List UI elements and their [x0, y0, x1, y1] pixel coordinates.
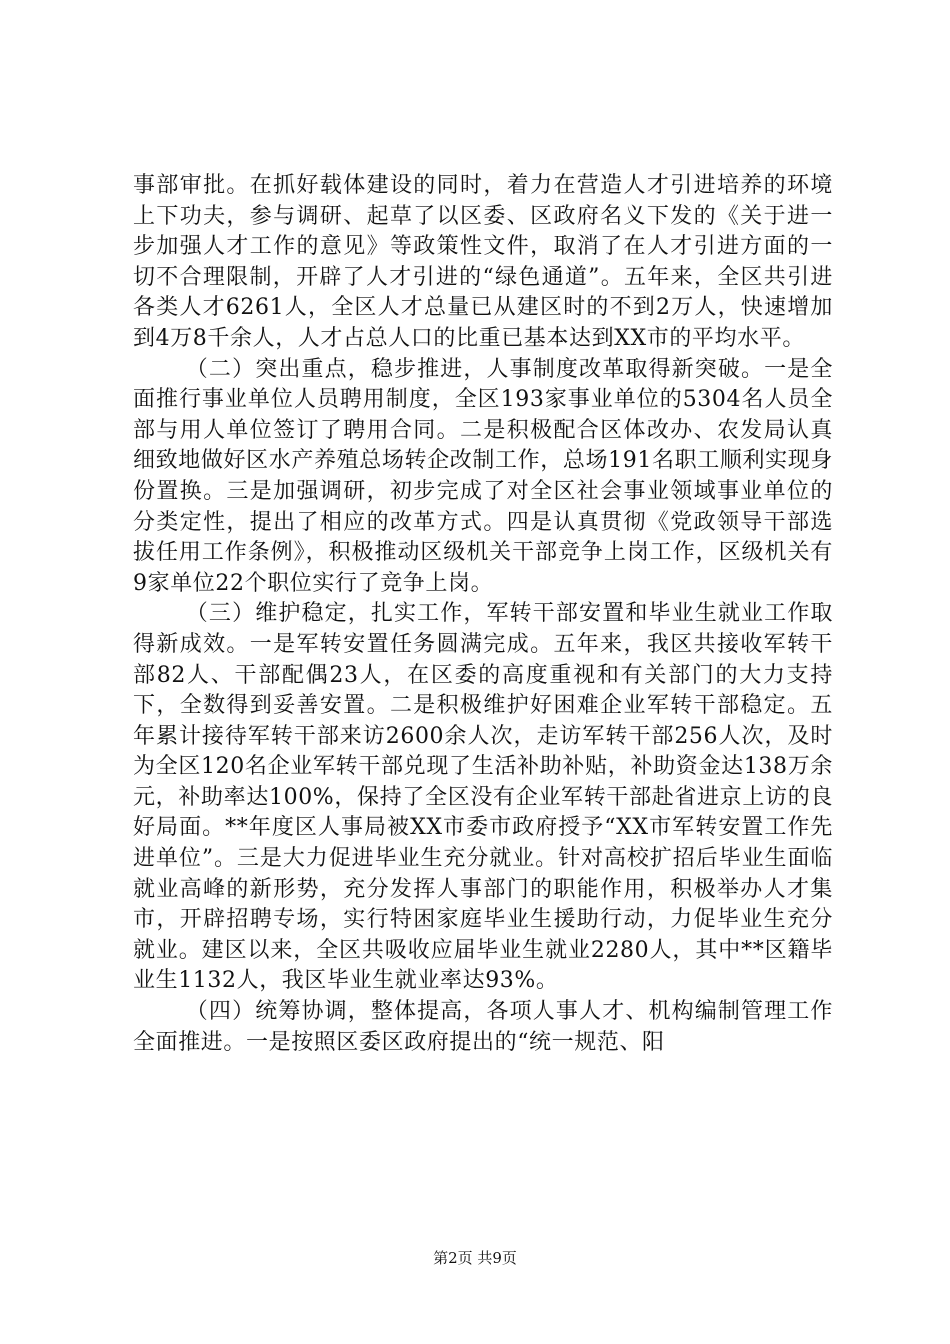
paragraph-4: （四）统筹协调，整体提高，各项人事人才、机构编制管理工作全面推进。一是按照区委区政府提出的“统一规范、阳 — [133, 999, 833, 1055]
document-body — [133, 171, 833, 1058]
paragraph-3: （三）维护稳定，扎实工作，军转干部安置和毕业生就业工作取得新成效。一是军转安置任务圆满完成。五年来，我区共接收军转干部82人、干部配偶23人，在区委的高度重视和有关部门的大力支持下，全数得到妥善安置。二是积极维护好困难企业军转干部稳定。五年累计接待军转干部来访2600余人次，走访军转干部256人次，及时为全区120名企业军转干部兑现了生活补助补贴，补助资金达138万余元，补助率达100%，保持了全区没有企业军转干部赴省进京上访的良好局面。**年度区人事局被XX市委市政府授予“XX市军转安置工作先进单位”。三是大力促进毕业生充分就业。针对高校扩招后毕业生面临就业高峰的新形势，充分发挥人事部门的职能作用，积极举办人才集市，开辟招聘专场，实行特困家庭毕业生援助行动，力促毕业生充分就业。建区以来，全区共吸收应届毕业生就业2280人，其中**区籍毕业生1132人，我区毕业生就业率达93%。 — [133, 601, 833, 994]
page-footer: 第2页 共9页 — [433, 1249, 517, 1267]
paragraph-1: 事部审批。在抓好载体建设的同时，着力在营造人才引进培养的环境上下功夫，参与调研、起草了以区委、区政府名义下发的《关于进一步加强人才工作的意见》等政策性文件，取消了在人才引进方面的一切不合理限制，开辟了人才引进的“绿色通道”。五年来，全区共引进各类人才6261人，全区人才总量已从建区时的不到2万人，快速增加到4万8千余人，人才占总人口的比重已基本达到XX市的平均水平。 — [133, 173, 833, 351]
paragraph-2: （二）突出重点，稳步推进，人事制度改革取得新突破。一是全面推行事业单位人员聘用制度，全区193家事业单位的5304名人员全部与用人单位签订了聘用合同。二是积极配合区体改办、农发局认真细致地做好区水产养殖总场转企改制工作，总场191名职工顺利实现身份置换。三是加强调研，初步完成了对全区社会事业领域事业单位的分类定性，提出了相应的改革方式。四是认真贯彻《党政领导干部选拔任用工作条例》，积极推动区级机关干部竞争上岗工作，区级机关有9家单位22个职位实行了竞争上岗。 — [133, 356, 833, 596]
